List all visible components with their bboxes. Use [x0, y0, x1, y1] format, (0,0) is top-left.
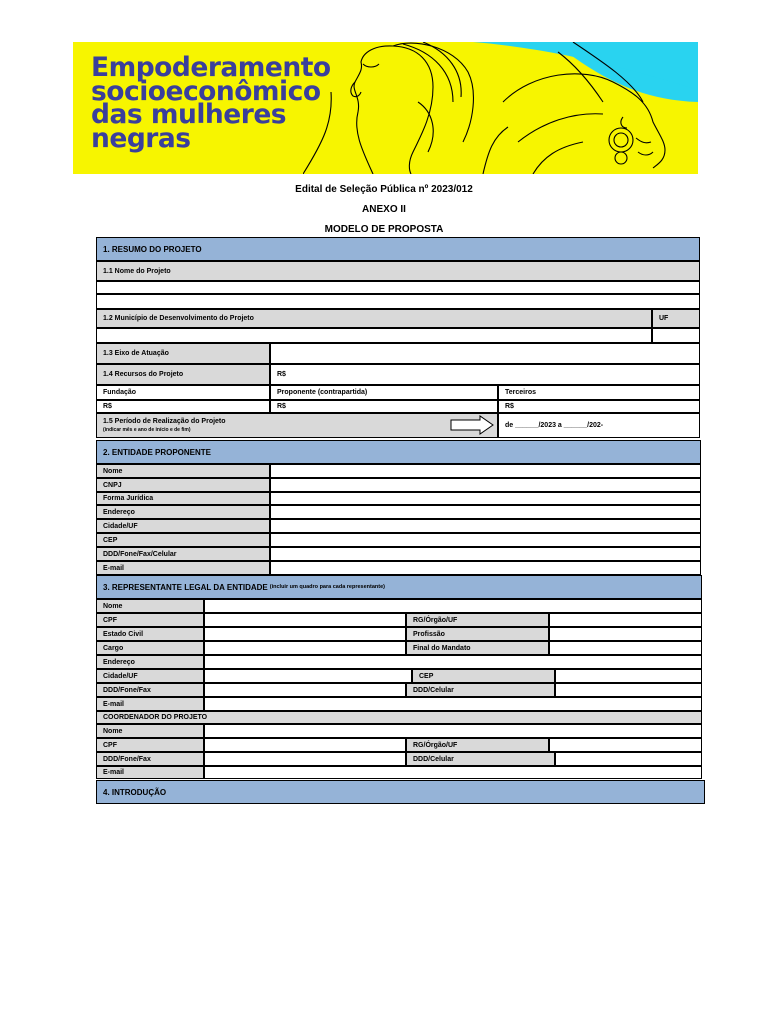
coord-nome-label: Nome	[96, 724, 204, 738]
forma-juridica-label: Forma Jurídica	[96, 492, 270, 505]
banner-title-line-2: socioeconômico	[91, 75, 321, 107]
uf-field[interactable]	[652, 328, 700, 343]
rep-cpf-label: CPF	[96, 613, 204, 627]
rep-estado-civil-field[interactable]	[204, 627, 406, 641]
recursos-field[interactable]: R$	[270, 364, 700, 385]
banner-title-line-1: Empoderamento	[91, 52, 331, 83]
uf-label: UF	[652, 309, 700, 328]
nome-projeto-field-2[interactable]	[96, 294, 700, 309]
eixo-field[interactable]	[270, 343, 700, 364]
fundacao-value[interactable]: R$	[96, 400, 270, 413]
cep-field[interactable]	[270, 533, 701, 547]
rep-email-field[interactable]	[204, 697, 702, 711]
periodo-label: 1.5 Período de Realização do Projeto	[103, 418, 226, 425]
forma-juridica-field[interactable]	[270, 492, 701, 505]
entidade-nome-field[interactable]	[270, 464, 701, 478]
entidade-nome-label: Nome	[96, 464, 270, 478]
rep-cidade-field[interactable]	[204, 669, 412, 683]
section-3-note: (incluir um quadro para cada representante)	[269, 584, 385, 590]
edital-title: Edital de Seleção Pública nº 2023/012	[295, 184, 473, 195]
rep-cep-field[interactable]	[555, 669, 702, 683]
email-field[interactable]	[270, 561, 701, 575]
section-3-title: 3. REPRESENTANTE LEGAL DA ENTIDADE	[103, 582, 268, 592]
coord-celular-label: DDD/Celular	[406, 752, 555, 766]
banner-title-line-4: negras	[91, 122, 191, 154]
rep-rg-field[interactable]	[549, 613, 702, 627]
rep-final-mandato-field[interactable]	[549, 641, 702, 655]
rep-estado-civil-label: Estado Civil	[96, 627, 204, 641]
ddd-fone-label: DDD/Fone/Fax/Celular	[96, 547, 270, 561]
coord-fone-label: DDD/Fone/Fax	[96, 752, 204, 766]
coord-email-label: E-mail	[96, 766, 204, 779]
rep-cidade-label: Cidade/UF	[96, 669, 204, 683]
banner	[73, 42, 698, 174]
coord-rg-field[interactable]	[549, 738, 702, 752]
rep-cep-label: CEP	[412, 669, 555, 683]
coord-email-field[interactable]	[204, 766, 702, 779]
cnpj-label: CNPJ	[96, 478, 270, 492]
rep-nome-label: Nome	[96, 599, 204, 613]
banner-title	[91, 52, 331, 154]
fundacao-label: Fundação	[96, 385, 270, 400]
section-3-header	[96, 575, 702, 599]
periodo-note: (indicar mês e ano de início e de fim)	[103, 427, 191, 433]
rep-endereco-field[interactable]	[204, 655, 702, 669]
coord-fone-field[interactable]	[204, 752, 406, 766]
eixo-label: 1.3 Eixo de Atuação	[96, 343, 270, 364]
proponente-label: Proponente (contrapartida)	[270, 385, 498, 400]
coord-cpf-field[interactable]	[204, 738, 406, 752]
banner-title-line-3: das mulheres	[91, 99, 287, 130]
terceiros-value[interactable]: R$	[498, 400, 700, 413]
terceiros-label: Terceiros	[498, 385, 700, 400]
rep-celular-field[interactable]	[555, 683, 702, 697]
proponente-value[interactable]: R$	[270, 400, 498, 413]
rep-nome-field[interactable]	[204, 599, 702, 613]
ddd-fone-field[interactable]	[270, 547, 701, 561]
rep-email-label: E-mail	[96, 697, 204, 711]
section-2-header: 2. ENTIDADE PROPONENTE	[96, 440, 701, 464]
coord-rg-label: RG/Órgão/UF	[406, 738, 549, 752]
rep-celular-label: DDD/Celular	[406, 683, 555, 697]
endereco-label: Endereço	[96, 505, 270, 519]
rep-fone-field[interactable]	[204, 683, 406, 697]
modelo-title: MODELO DE PROPOSTA	[324, 224, 444, 235]
section-4-header: 4. INTRODUÇÃO	[96, 780, 705, 804]
coord-cpf-label: CPF	[96, 738, 204, 752]
coord-celular-field[interactable]	[555, 752, 702, 766]
rep-cargo-field[interactable]	[204, 641, 406, 655]
recursos-label: 1.4 Recursos do Projeto	[96, 364, 270, 385]
nome-projeto-field-1[interactable]	[96, 281, 700, 294]
nome-projeto-label: 1.1 Nome do Projeto	[96, 261, 700, 281]
rep-profissao-field[interactable]	[549, 627, 702, 641]
rep-rg-label: RG/Órgão/UF	[406, 613, 549, 627]
coordenador-header: COORDENADOR DO PROJETO	[96, 711, 702, 724]
cidade-uf-label: Cidade/UF	[96, 519, 270, 533]
rep-cargo-label: Cargo	[96, 641, 204, 655]
anexo-title: ANEXO II	[362, 204, 406, 215]
rep-profissao-label: Profissão	[406, 627, 549, 641]
cnpj-field[interactable]	[270, 478, 701, 492]
right-arrow-icon	[450, 415, 494, 435]
email-label: E-mail	[96, 561, 270, 575]
rep-fone-label: DDD/Fone/Fax	[96, 683, 204, 697]
cep-label: CEP	[96, 533, 270, 547]
periodo-field[interactable]: de ______/2023 a ______/202-	[498, 413, 700, 438]
municipio-label: 1.2 Município de Desenvolvimento do Projeto	[96, 309, 652, 328]
rep-cpf-field[interactable]	[204, 613, 406, 627]
coord-nome-field[interactable]	[204, 724, 702, 738]
rep-final-mandato-label: Final do Mandato	[406, 641, 549, 655]
rep-endereco-label: Endereço	[96, 655, 204, 669]
periodo-label-cell	[96, 413, 498, 438]
women-line-art-illustration	[303, 42, 698, 174]
endereco-field[interactable]	[270, 505, 701, 519]
cidade-uf-field[interactable]	[270, 519, 701, 533]
section-1-header: 1. RESUMO DO PROJETO	[96, 237, 700, 261]
municipio-field[interactable]	[96, 328, 652, 343]
